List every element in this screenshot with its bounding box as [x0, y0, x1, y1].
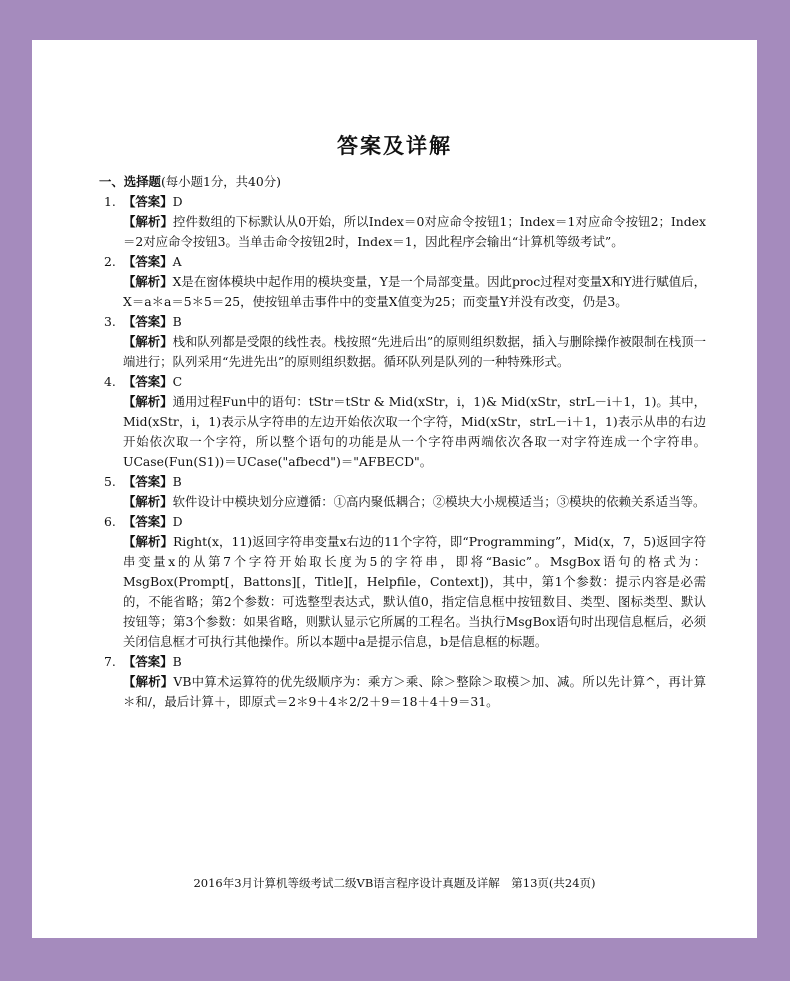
- section-label: 一、选择题: [99, 174, 161, 189]
- analysis-text: 通用过程Fun中的语句：tStr＝tStr & Mid(xStr，i，1)& Mid(xStr，strL－i＋1，1)。其中，Mid(xStr，i，1)表示从字符串的左边开始依次取一个字符，Mid(xStr，strL－i＋1，1)表示从串的右边开始依次取一个字符，所以整个语句的功能是从一个字符串两端依次各取一对字符连成一个字符串。UCase(Fun(S1))＝UCase("afbecd")＝"AFBECD"。: [123, 394, 706, 469]
- question-block: [104, 372, 706, 472]
- answer-tag: 【答案】: [123, 514, 173, 529]
- analysis-tag: 【解析】: [123, 674, 174, 689]
- answer-tag: 【答案】: [123, 374, 173, 389]
- answers-content: [99, 172, 707, 712]
- question-number: 2.: [104, 254, 116, 269]
- answer-tag: 【答案】: [123, 654, 173, 669]
- section-heading: [99, 172, 706, 192]
- analysis-tag: 【解析】: [123, 394, 173, 409]
- question-block: [104, 312, 706, 372]
- analysis-paragraph: [104, 532, 706, 652]
- question-block: [104, 192, 706, 252]
- analysis-paragraph: [104, 212, 706, 252]
- answer-value: C: [172, 374, 183, 389]
- analysis-text: Right(x，11)返回字符串变量x右边的11个字符，即“Programming”，Mid(x，7，5)返回字符串变量x的从第7个字符开始取长度为5的字符串，即将“Basic”。MsgBox语句的格式为：MsgBox(Prompt[，Battons][，Title][，Helpfile，Context])，其中，第1个参数：提示内容是必需的，不能省略；第2个参数：可选整型表达式，默认值0，指定信息框中按钮数目、类型、图标类型、默认按钮等；第3个参数：如果省略，则默认显示它所属的工程名。当执行MsgBox语句时出现信息框后，必须关闭信息框才可执行其他操作。所以本题中a是提示信息，b是信息框的标题。: [123, 534, 707, 649]
- question-number: 6.: [104, 514, 116, 529]
- question-answer-line: [104, 372, 706, 392]
- analysis-tag: 【解析】: [123, 214, 174, 229]
- question-block: [104, 652, 706, 712]
- question-number: 5.: [104, 474, 116, 489]
- analysis-text: X是在窗体模块中起作用的模块变量，Y是一个局部变量。因此proc过程对变量X和Y进行赋值后，X＝a＊a＝5＊5＝25，使按钮单击事件中的变量X值变为25；而变量Y并没有改变，仍是3。: [123, 274, 706, 309]
- question-number: 7.: [104, 654, 116, 669]
- analysis-tag: 【解析】: [123, 494, 173, 509]
- analysis-text: VB中算术运算符的优先级顺序为：乘方＞乘、除＞整除＞取模＞加、减。所以先计算^，再计算＊和/，最后计算＋，即原式＝2＊9＋4＊2/2＋9＝18＋4＋9＝31。: [123, 674, 707, 709]
- page-footer: 2016年3月计算机等级考试二级VB语言程序设计真题及详解 第13页(共24页): [193, 876, 596, 890]
- question-number: 1.: [104, 194, 116, 209]
- question-number: 3.: [104, 314, 116, 329]
- answer-tag: 【答案】: [123, 254, 173, 269]
- question-answer-line: [104, 312, 706, 332]
- analysis-paragraph: [104, 492, 706, 512]
- analysis-tag: 【解析】: [123, 274, 173, 289]
- analysis-text: 栈和队列都是受限的线性表。栈按照“先进后出”的原则组织数据，插入与删除操作被限制在栈顶一端进行；队列采用“先进先出”的原则组织数据。循环队列是队列的一种特殊形式。: [123, 334, 706, 369]
- answer-tag: 【答案】: [123, 474, 173, 489]
- question-answer-line: [104, 512, 706, 532]
- question-answer-line: [104, 252, 706, 272]
- analysis-tag: 【解析】: [123, 534, 173, 549]
- analysis-text: 软件设计中模块划分应遵循：①高内聚低耦合；②模块大小规模适当；③模块的依赖关系适当等。: [172, 494, 706, 509]
- question-answer-line: [104, 472, 706, 492]
- analysis-tag: 【解析】: [123, 334, 173, 349]
- answer-value: B: [172, 474, 182, 489]
- document-page: [32, 40, 757, 938]
- question-block: [104, 472, 706, 512]
- answer-tag: 【答案】: [123, 314, 173, 329]
- analysis-paragraph: [104, 392, 706, 472]
- question-answer-line: [104, 652, 706, 672]
- question-block: [104, 512, 706, 652]
- answer-value: B: [172, 654, 182, 669]
- answer-value: A: [172, 254, 182, 269]
- question-block: [104, 252, 706, 312]
- answer-value: D: [172, 514, 183, 529]
- section-note: (每小题1分，共40分): [160, 174, 282, 189]
- analysis-paragraph: [104, 672, 706, 712]
- answer-value: D: [172, 194, 183, 209]
- answer-value: B: [172, 314, 182, 329]
- analysis-paragraph: [104, 332, 706, 372]
- question-answer-line: [104, 192, 706, 212]
- question-number: 4.: [104, 374, 116, 389]
- page-title: 答案及详解: [337, 133, 452, 158]
- analysis-paragraph: [104, 272, 706, 312]
- answer-tag: 【答案】: [123, 194, 173, 209]
- analysis-text: 控件数组的下标默认从0开始，所以Index＝0对应命令按钮1；Index＝1对应命令按钮2；Index＝2对应命令按钮3。当单击命令按钮2时，Index＝1，因此程序会输出“计算机等级考试”。: [123, 214, 706, 249]
